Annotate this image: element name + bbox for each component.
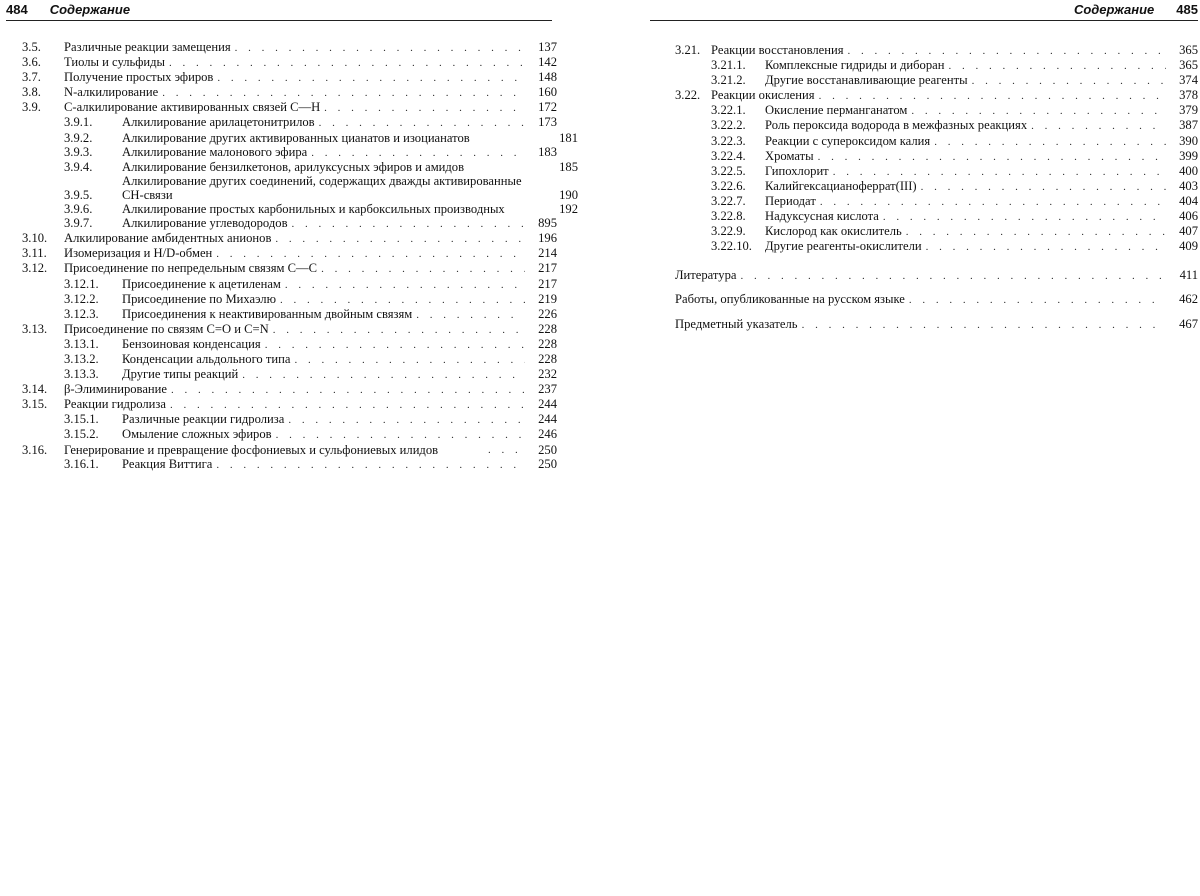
toc-entry-number: 3.14. [22,382,48,397]
toc-entry-title: Предметный указатель [675,316,798,331]
dot-leader [833,165,1166,179]
toc-entry-title: Алкилирование бензилкетонов, арилуксусных эфиров и амидов [122,159,465,174]
dot-leader [1031,119,1166,133]
toc-entry-page: 365 [1179,58,1198,73]
toc-entry [675,224,1198,239]
toc-entry [22,457,557,472]
toc-entry-number: 3.9. [22,100,41,115]
toc-entry-page: 183 [538,144,557,159]
dot-leader [265,338,525,352]
toc-entry-title: Гипохлорит [765,163,829,178]
toc-entry-number: 3.16.1. [64,456,99,471]
toc-entry-title: Алкилирование малонового эфира [122,144,308,159]
toc-entry-page: 172 [538,100,557,115]
toc-entry [675,209,1198,224]
toc-entry [675,239,1198,254]
dot-leader [216,458,525,472]
toc-entry-title: Алкилирование амбидентных анионов [64,231,272,246]
dot-leader [216,247,525,261]
toc-entry [675,149,1198,164]
toc-entry-number: 3.21.1. [711,58,746,73]
dot-leader [906,225,1166,239]
toc-entry-page: 467 [1179,316,1198,331]
toc-entry-number: 3.9.1. [64,115,93,130]
dot-leader [169,56,525,70]
toc-entry-number: 3.6. [22,55,41,70]
toc-entry-page: 185 [559,159,578,174]
toc-entry [675,43,1198,58]
header-rule-right [650,20,1198,21]
toc-entry-title: Другие типы реакций [122,367,239,382]
toc-entry [22,159,578,174]
toc-entry-title: Алкилирование других активированных цианатов и изоцианатов [122,130,470,145]
toc-entry-page: 142 [538,55,557,70]
toc-entry-title: Алкилирование простых карбонильных и карбоксильных производных [122,202,505,217]
running-head-left [6,2,552,17]
toc-entry [22,115,557,130]
dot-leader [217,71,525,85]
toc-entry-title: Комплексные гидриды и диборан [765,58,945,73]
toc-entry-title: Бензоиновая конденсация [122,336,261,351]
toc-entry [22,277,557,292]
toc-entry-page: 462 [1179,292,1198,307]
dot-leader [820,195,1166,209]
toc-entry-number: 3.22.9. [711,224,746,239]
dot-leader [740,269,1166,283]
toc-entry [675,292,1198,307]
toc-entry-page: 148 [538,70,557,85]
toc-entry-page: 181 [559,130,578,145]
toc-entry [675,164,1198,179]
toc-entry-page: 406 [1179,209,1198,224]
toc-entry-page: 365 [1179,43,1198,57]
toc-entry-page: 217 [538,276,557,291]
toc-entry-number: 3.10. [22,231,48,246]
toc-entry [22,246,557,261]
dot-leader [171,383,525,397]
toc-entry-title: N-алкилирование [64,85,159,100]
toc-entry-title: Алкилирование углеводородов [122,216,288,231]
toc-entry-page: 190 [559,187,578,202]
toc-entry-title: Реакции гидролиза [64,397,166,412]
toc-entry-page: 407 [1179,224,1198,239]
toc-entry-title: Получение простых эфиров [64,70,214,85]
toc-entry-title: Алкилирование других соединений, содержащих дважды активированные СН-связи [122,173,522,202]
toc-entry-number: 3.13.2. [64,351,99,366]
toc-entry-title: Конденсации альдольного типа [122,351,291,366]
toc-entry-title: Периодат [765,193,816,208]
toc-entry [675,179,1198,194]
toc-entry [22,130,578,145]
toc-entry-number: 3.21.2. [711,73,746,88]
toc-entry [22,382,557,397]
toc-entry-title: Реакция Виттига [122,456,213,471]
toc-entry-page: 228 [538,336,557,351]
toc-entry [22,367,557,382]
dot-leader [294,353,525,367]
toc-entry-number: 3.22.7. [711,193,746,208]
toc-entry-title: Реакции восстановления [711,43,844,57]
toc-entry-page: 228 [538,351,557,366]
toc-entry-page: 387 [1179,118,1198,133]
toc-entry-page: 403 [1179,178,1198,193]
toc-entry-page: 250 [538,456,557,471]
toc-entry-title: Кислород как окислитель [765,224,902,239]
toc-entry-number: 3.9.5. [64,187,93,202]
toc-entry-title: Калийгексацианоферрат(III) [765,178,917,193]
header-rule-left [6,20,552,21]
toc-entry-title: Различные реакции замещения [64,40,231,54]
toc-entry-number: 3.13.1. [64,336,99,351]
toc-entry-title: Присоединение по Михаэлю [122,291,277,306]
toc-entry-number: 3.16. [22,442,48,457]
toc-entry-number: 3.7. [22,70,41,85]
toc-entry-page: 374 [1179,73,1198,88]
dot-leader [235,41,525,55]
toc-entry [675,73,1198,88]
toc-entry-number: 3.9.6. [64,202,93,217]
toc-entry-page: 390 [1179,133,1198,148]
toc-entry-title: Алкилирование арилацетонитрилов [122,115,315,130]
dot-leader [926,240,1166,254]
dot-leader [321,262,525,276]
toc-entry-page: 137 [538,40,557,54]
toc-entry [675,118,1198,133]
toc-entry-title: Присоединение к ацетиленам [122,276,281,291]
toc-entry-page: 217 [538,261,557,276]
dot-leader [311,146,525,160]
toc-entry-page: 399 [1179,148,1198,163]
toc-entry-number: 3.22.3. [711,133,746,148]
toc-entry-number: 3.13.3. [64,367,99,382]
toc-list-right [675,43,1198,332]
toc-entry-page: 196 [538,231,557,246]
toc-entry [675,268,1198,283]
toc-entry-number: 3.22.10. [711,239,752,254]
toc-entry-number: 3.12.3. [64,306,99,321]
dot-leader [285,278,525,292]
toc-entry-title: Различные реакции гидролиза [122,412,285,427]
toc-entry-number: 3.13. [22,321,48,336]
toc-entry [22,292,557,307]
toc-entry [22,307,557,322]
dot-leader [273,323,525,337]
toc-entry-page: 244 [538,412,557,427]
toc-entry-title: Реакции окисления [711,88,815,103]
toc-entry-title: Присоединение по непредельным связям С—С [64,261,318,276]
toc-entry-number: 3.15.1. [64,412,99,427]
toc-entry-number: 3.22.5. [711,163,746,178]
toc-entry-page: 379 [1179,103,1198,118]
toc-entry [675,103,1198,118]
toc-entry-title: Окисление перманганатом [765,103,908,118]
toc-entry-number: 3.22. [675,88,701,103]
toc-entry-page: 173 [538,115,557,130]
toc-entry-page: 409 [1179,239,1198,254]
toc-entry-page: 400 [1179,163,1198,178]
toc-entry [22,202,578,217]
toc-entry-number: 3.15. [22,397,48,412]
toc-entry [22,145,557,160]
toc-entry-number: 3.22.8. [711,209,746,224]
toc-entry-page: 237 [538,382,557,397]
toc-entry-page: 160 [538,85,557,100]
toc-entry-title: Присоединение по связям С=О и С=N [64,321,269,336]
toc-entry-page: 378 [1179,88,1198,103]
toc-entry-title: Работы, опубликованные на русском языке [675,292,905,307]
toc-entry-title: С-алкилирование активированных связей С—Н [64,100,321,115]
toc-entry-title: Другие восстанавливающие реагенты [765,73,968,88]
dot-leader [802,318,1166,332]
toc-entry-title: Присоединения к неактивированным двойным связям [122,306,413,321]
toc-entry-number: 3.9.2. [64,130,93,145]
right-page [645,0,1198,896]
toc-entry [22,443,557,457]
toc-entry-page: 404 [1179,193,1198,208]
running-head-right [650,2,1198,17]
toc-entry [22,70,557,85]
toc-entry-number: 3.9.3. [64,144,93,159]
toc-entry-page: 250 [538,442,557,457]
dot-leader [280,293,525,307]
toc-entry [22,231,557,246]
toc-entry [22,337,557,352]
toc-entry-page: 895 [538,216,557,231]
page-number-left: 484 [6,2,28,17]
dot-leader [488,443,525,457]
toc-entry-number: 3.15.2. [64,427,99,442]
toc-entry-page: 214 [538,246,557,261]
toc-entry-title: Надуксусная кислота [765,209,879,224]
toc-entry-page: 244 [538,397,557,412]
toc-entry [22,40,557,55]
dot-leader [242,368,525,382]
toc-entry-page: 246 [538,427,557,442]
toc-entry-title: Другие реагенты-окислители [765,239,922,254]
toc-entry-number: 3.8. [22,85,41,100]
toc-list-left [22,40,578,472]
toc-entry-number: 3.11. [22,246,47,261]
dot-leader [170,398,525,412]
toc-entry-title: Генерирование и превращение фосфониевых и сульфониевых илидов [64,442,439,457]
running-head-title-right: Содержание [1073,2,1155,17]
toc-entry-number: 3.12.1. [64,276,99,291]
toc-entry-page: 228 [538,321,557,336]
toc-entry-number: 3.12. [22,261,48,276]
toc-entry-number: 3.22.4. [711,148,746,163]
dot-leader [292,217,525,231]
toc-entry-title: Тиолы и сульфиды [64,55,165,70]
toc-entry-page: 226 [538,306,557,321]
toc-entry [22,100,557,115]
toc-entry-page: 232 [538,367,557,382]
dot-leader [883,210,1166,224]
toc-entry [22,85,557,100]
dot-leader [948,59,1166,73]
toc-entry-page: 411 [1179,268,1198,283]
toc-entry-number: 3.9.4. [64,159,93,174]
toc-entry-number: 3.22.1. [711,103,746,118]
toc-entry [675,134,1198,149]
toc-entry-number: 3.22.2. [711,118,746,133]
toc-entry [675,317,1198,332]
toc-entry-title: Литература [675,268,737,283]
toc-entry [675,88,1198,103]
toc-entry-title: Омыление сложных эфиров [122,427,272,442]
page-number-right: 485 [1176,2,1198,17]
toc-entry-number: 3.5. [22,40,41,54]
toc-entry-number: 3.12.2. [64,291,99,306]
dot-leader [416,308,525,322]
toc-entry-number: 3.21. [675,43,701,57]
toc-entry-title: β-Элиминирование [64,382,167,397]
toc-entry [22,216,557,231]
toc-entry [675,194,1198,209]
toc-entry [22,427,557,442]
dot-leader [276,428,525,442]
toc-entry-number: 3.22.6. [711,178,746,193]
dot-leader [288,413,525,427]
toc-entry [22,261,557,276]
dot-leader [275,232,525,246]
toc-entry-page: 219 [538,291,557,306]
dot-leader [848,44,1166,58]
dot-leader [162,86,525,100]
toc-entry-title: Реакции с супероксидом калия [765,133,931,148]
toc-entry-number: 3.9.7. [64,216,93,231]
dot-leader [934,135,1166,149]
toc-entry [22,397,557,412]
toc-entry-title: Изомеризация и H/D-обмен [64,246,213,261]
toc-entry [22,352,557,367]
dot-leader [324,101,525,115]
toc-entry [22,173,578,202]
toc-entry [22,322,557,337]
dot-leader [818,150,1166,164]
toc-entry-title: Хроматы [765,148,814,163]
dot-leader [921,180,1166,194]
dot-leader [319,116,525,130]
dot-leader [911,104,1166,118]
toc-entry [675,58,1198,73]
toc-entry [22,55,557,70]
toc-entry-page: 192 [559,202,578,217]
dot-leader [972,74,1166,88]
toc-entry-title: Роль пероксида водорода в межфазных реакциях [765,118,1028,133]
running-head-title-left: Содержание [49,2,131,17]
dot-leader [909,293,1166,307]
toc-entry [22,412,557,427]
dot-leader [819,89,1166,103]
